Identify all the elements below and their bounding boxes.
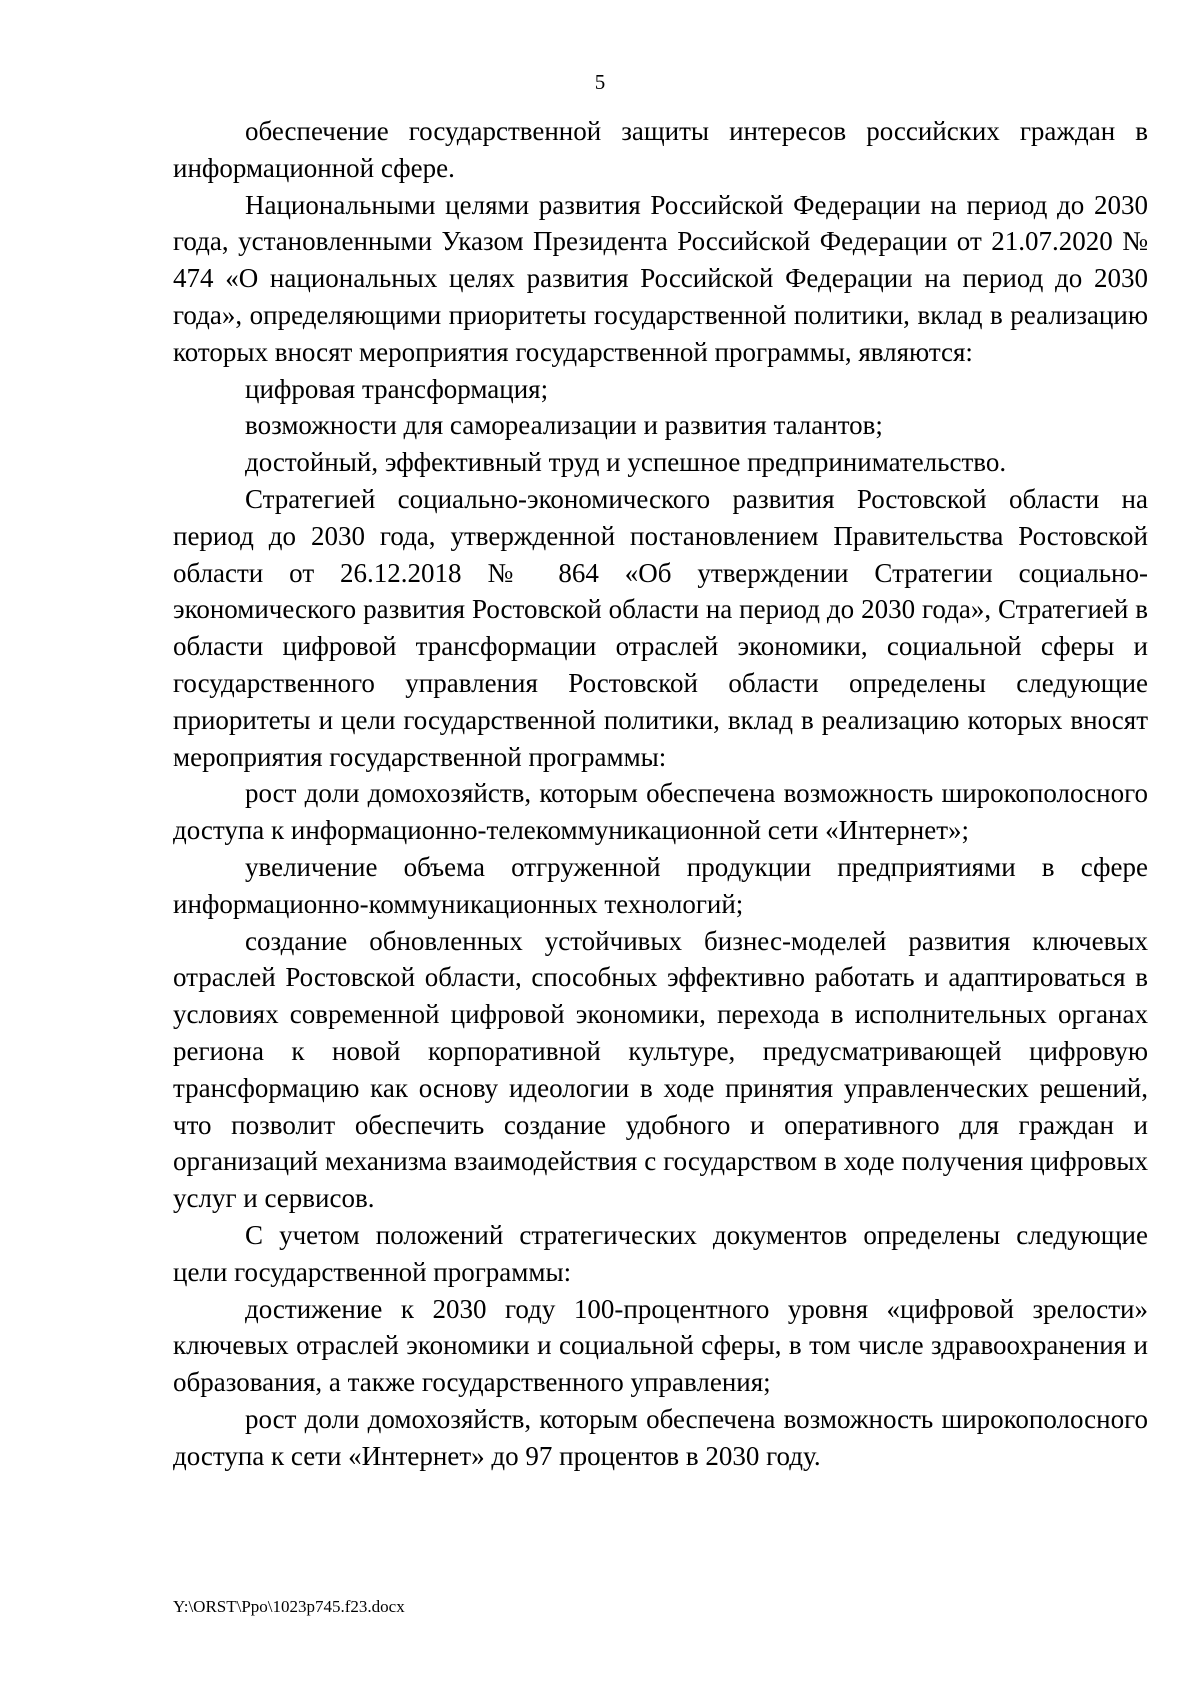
paragraph: возможности для самореализации и развития талантов; xyxy=(245,410,883,441)
page-number: 5 xyxy=(594,70,606,94)
paragraph: увеличение объема отгруженной продукции предприятиями в сфере информационно-коммуникационных технологий; xyxy=(173,851,1148,919)
paragraph: достойный, эффективный труд и успешное предпринимательство. xyxy=(245,447,1007,478)
paragraph: Национальными целями развития Российской Федерации на период до 2030 года, установленными Указом Президента Российской Федерации от 21.07.2020 № 474 «О национальных целях развития Российской Федерации на период до 2030 года», определяющими приоритеты государственной политики, вклад в реализацию которых вносят мероприятия государственной программы, являются: xyxy=(173,189,1148,367)
document-body xyxy=(173,113,1148,1474)
footer-file-path: Y:\ORST\Ppo\1023p745.f23.docx xyxy=(173,1597,405,1616)
paragraph: Стратегией социально-экономического развития Ростовской области на период до 2030 года, утвержденной постановлением Правительства Ростовской области от 26.12.2018 № 864 «Об утверждении Стратегии социально-экономического развития Ростовской области на период до 2030 года», Стратегией в области цифровой трансформации отраслей экономики, социальной сферы и государственного управления Ростовской области определены следующие приоритеты и цели государственной политики, вклад в реализацию которых вносят мероприятия государственной программы: xyxy=(173,483,1148,772)
paragraph: цифровая трансформация; xyxy=(245,373,549,404)
paragraph: достижение к 2030 году 100-процентного уровня «цифровой зрелости» ключевых отраслей экономики и социальной сферы, в том числе здравоохранения и образования, а также государственного управления; xyxy=(173,1293,1148,1398)
paragraph: обеспечение государственной защиты интересов российских граждан в информационной сфере. xyxy=(173,116,1148,183)
paragraph: С учетом положений стратегических документов определены следующие цели государственной программы: xyxy=(173,1219,1148,1287)
paragraph: создание обновленных устойчивых бизнес-моделей развития ключевых отраслей Ростовской области, способных эффективно работать и адаптироваться в условиях современной цифровой экономики, перехода в исполнительных органах региона к новой корпоративной культуре, предусматривающей цифровую трансформацию как основу идеологии в ходе принятия управленческих решений, что позволит обеспечить создание удобного и оперативного для граждан и организаций механизма взаимодействия с государством в ходе получения цифровых услуг и сервисов. xyxy=(173,925,1148,1214)
paragraph: рост доли домохозяйств, которым обеспечена возможность широкополосного доступа к сети «Интернет» до 97 процентов в 2030 году. xyxy=(173,1403,1148,1471)
paragraph: рост доли домохозяйств, которым обеспечена возможность широкополосного доступа к информационно-телекоммуникационной сети «Интернет»; xyxy=(173,778,1148,846)
